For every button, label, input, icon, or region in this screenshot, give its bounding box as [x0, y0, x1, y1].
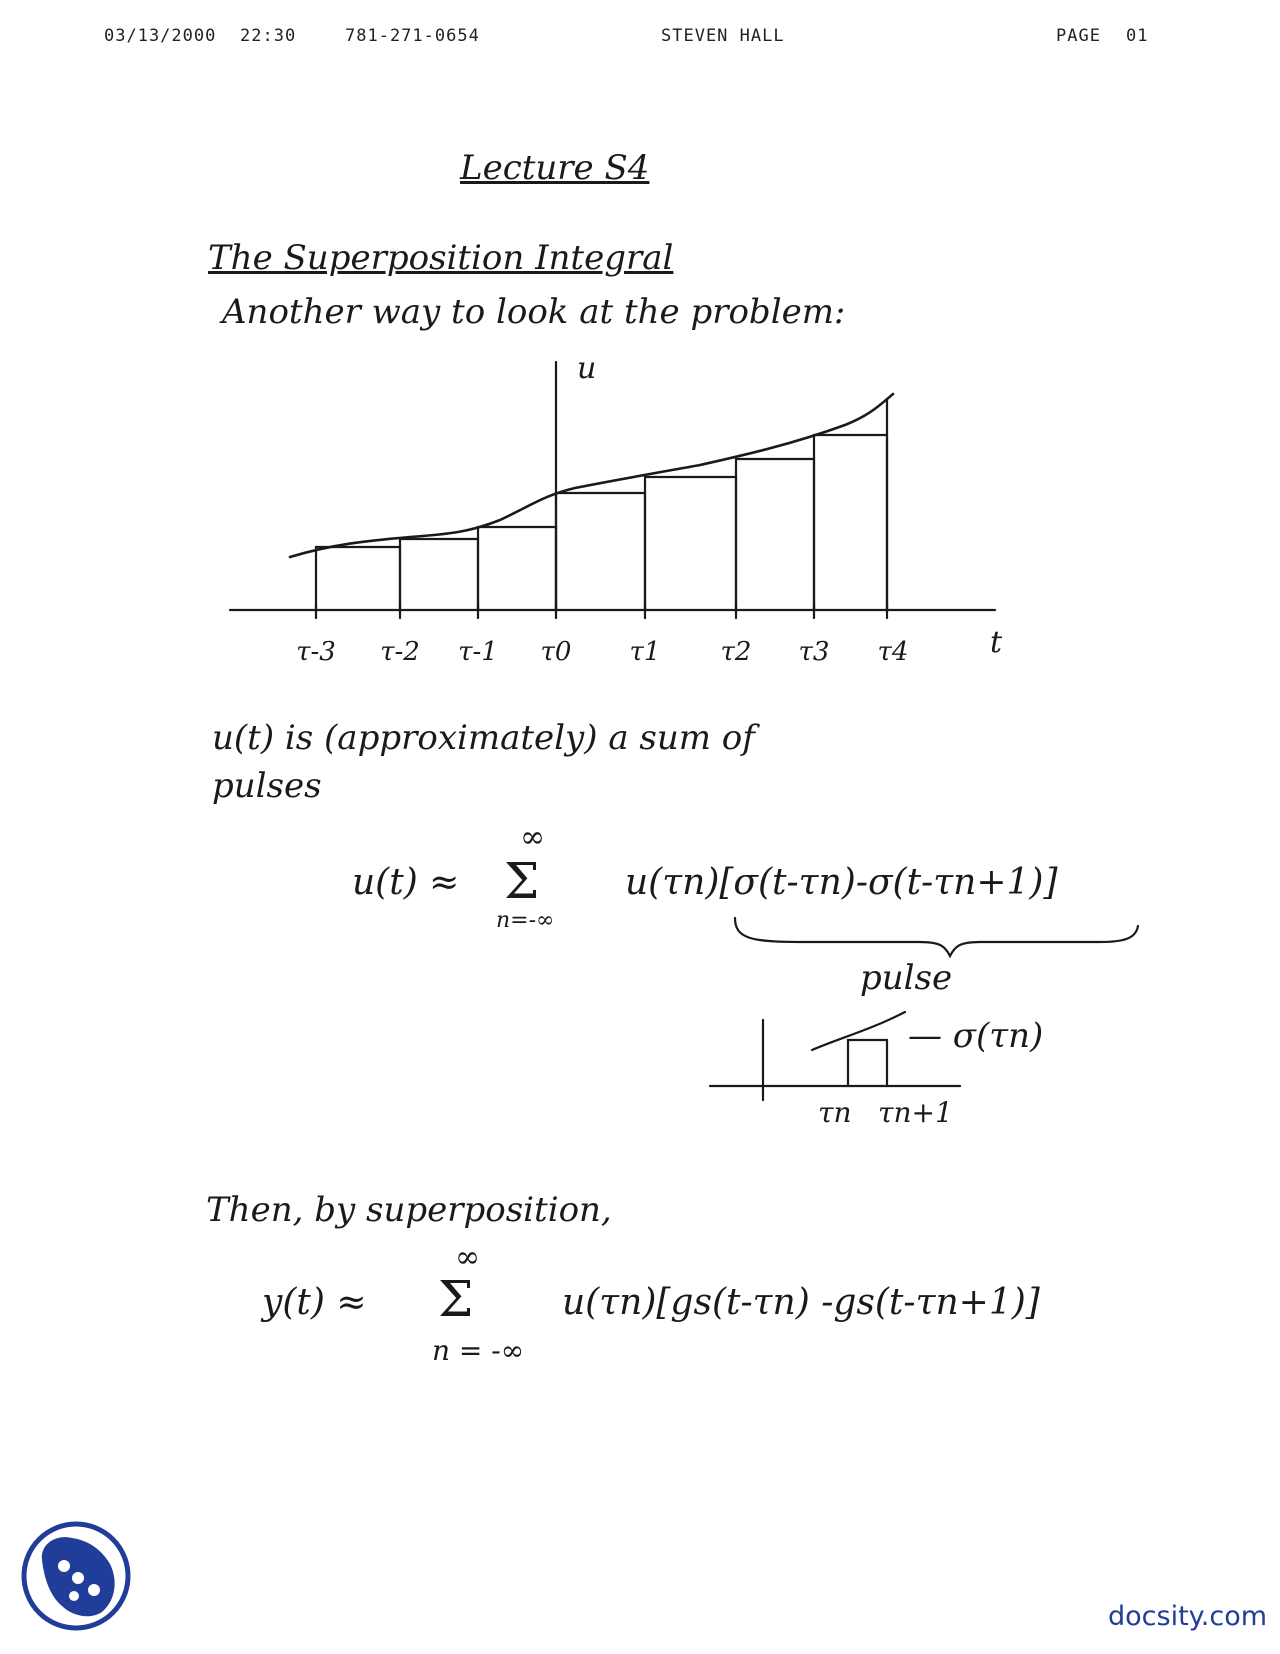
eq1-rhs: u(τn)[σ(t-τn)-σ(t-τn+1)] — [625, 862, 1058, 903]
section-heading: The Superposition Integral — [208, 238, 674, 278]
eq2-sum-lower: n = -∞ — [432, 1334, 525, 1367]
t-axis-label: t — [990, 625, 1003, 660]
fax-sender: STEVEN HALL — [661, 26, 785, 46]
pulse-3 — [478, 527, 556, 610]
fax-time: 22:30 — [240, 26, 297, 46]
pulse-4 — [556, 493, 645, 610]
under-brace — [735, 918, 1138, 956]
eq2-sum-symbol: Σ — [438, 1270, 474, 1328]
inset-tick-tau-n: τn — [818, 1096, 852, 1129]
tick-label: τ0 — [540, 637, 572, 667]
eq1-sum-lower: n=-∞ — [496, 908, 555, 933]
pulse-sentence-1: u(t) is (approximately) a sum of — [212, 718, 755, 758]
pulse-level-label: — σ(τn) — [908, 1016, 1044, 1056]
eq2-lhs: y(t) ≈ — [262, 1282, 367, 1323]
eq1-sum-symbol: Σ — [504, 852, 540, 910]
pulse-5 — [645, 477, 736, 610]
brand-link[interactable]: docsity.com — [1108, 1601, 1268, 1632]
lecture-title: Lecture S4 — [460, 148, 650, 188]
intro-line: Another way to look at the problem: — [222, 292, 846, 332]
pulse-2 — [400, 539, 478, 610]
tick-label: τ3 — [798, 637, 830, 667]
tick-label: τ2 — [720, 637, 752, 667]
tick-label: τ4 — [877, 637, 909, 667]
tick-label: τ1 — [629, 637, 661, 667]
staircase-graph — [0, 0, 1280, 700]
eq1-lhs: u(t) ≈ — [352, 862, 460, 903]
pulse-sentence-2: pulses — [212, 766, 322, 806]
eq1-sum-upper: ∞ — [520, 820, 545, 855]
u-curve — [290, 394, 893, 557]
inset-pulse — [848, 1040, 887, 1086]
inset-curve — [812, 1012, 905, 1050]
tick-label: τ-2 — [380, 637, 420, 667]
fax-page-label: PAGE — [1056, 26, 1101, 46]
pulse-6 — [736, 459, 814, 610]
inset-tick-tau-n-plus-1: τn+1 — [878, 1096, 953, 1129]
eq2-sum-upper: ∞ — [455, 1240, 480, 1275]
fax-phone: 781-271-0654 — [345, 26, 480, 46]
docsity-logo-icon[interactable] — [20, 1520, 132, 1632]
fax-date: 03/13/2000 — [104, 26, 217, 46]
eq2-rhs: u(τn)[gs(t-τn) -gs(t-τn+1)] — [562, 1282, 1040, 1323]
tick-label: τ-3 — [296, 637, 336, 667]
pulse-1 — [316, 547, 400, 610]
fax-page-number: 01 — [1126, 26, 1149, 46]
then-line: Then, by superposition, — [206, 1190, 612, 1230]
u-axis-label: u — [577, 351, 597, 386]
pulse-7 — [814, 435, 887, 610]
brace-label: pulse — [860, 958, 953, 998]
tick-label: τ-1 — [458, 637, 498, 667]
